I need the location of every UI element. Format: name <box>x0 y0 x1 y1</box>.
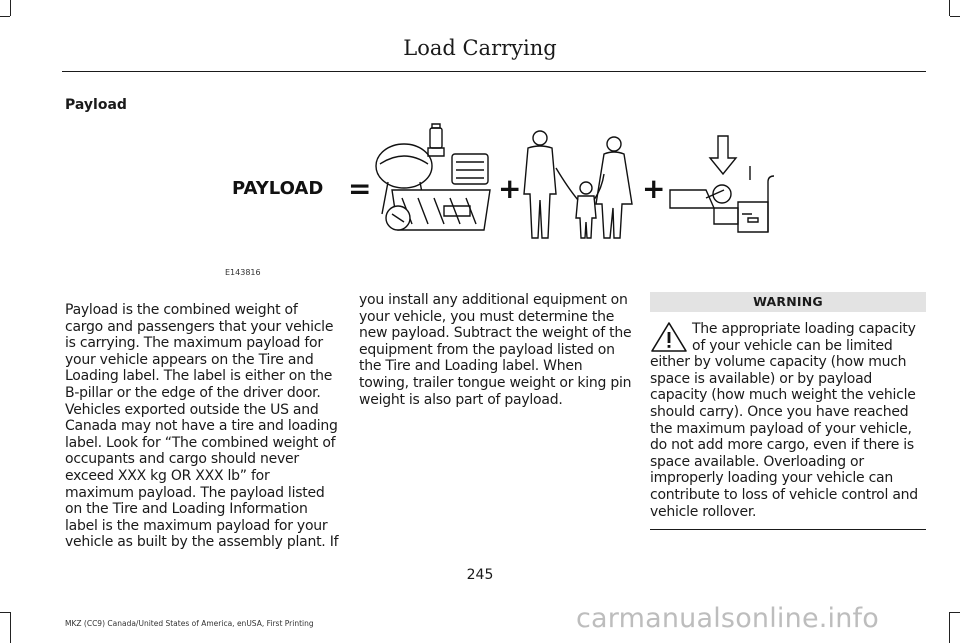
warning-rule <box>650 529 926 530</box>
warning-text: The appropriate loading capacity of your vehicle can be limited either by volume capacity (how much space is available) or by payload capacity (how much weight the vehicle should carry). Once you have reached the maximum payload of your vehicle, do not add more cargo, even if there is space available. Overloading or improperly loading your vehicle can contribute to loss of vehicle control and vehicle rollover. <box>650 321 918 520</box>
body-text-column-1: Payload is the combined weight of cargo and passengers that your vehicle is carrying. The maximum payload for your vehicle appears on the Tire and Loading label. The label is either on the B-pillar or the edge of the driver door. Vehicles exported outside the US and Canada may not have a tire and loading label. Look for “The combined weight of occupants and cargo should never exceed XXX kg OR XXX lb” for maximum payload. The payload listed on the Tire and Loading Information label is the maximum payload for your vehicle as built by the assembly plant. If <box>65 302 339 551</box>
payload-label: PAYLOAD <box>232 178 324 199</box>
footer-text: MKZ (CC9) Canada/United States of America, enUSA, First Printing <box>65 619 314 628</box>
payload-illustration <box>222 118 782 248</box>
plus-sign: + <box>642 172 666 205</box>
crop-mark <box>950 612 960 613</box>
crop-mark <box>949 0 950 16</box>
watermark: carmanualsonline.info <box>576 603 879 634</box>
plus-sign: + <box>498 172 522 205</box>
crop-mark <box>10 0 11 16</box>
body-text-column-2: you install any additional equipment on your vehicle, you must determine the new payload. Subtract the weight of the equipment from the payload listed on the Tire and Loading label. When towing, trailer tongue weight or king pin weight is also part of payload. <box>359 292 632 408</box>
crop-mark <box>0 16 10 17</box>
section-title: Payload <box>65 97 127 113</box>
cargo-icon <box>376 124 490 230</box>
crop-mark <box>10 612 11 643</box>
crop-mark <box>950 16 960 17</box>
warning-box <box>650 292 926 530</box>
warning-title: WARNING <box>650 292 926 312</box>
figure-id: E143816 <box>225 268 261 277</box>
warning-triangle-icon <box>650 321 688 353</box>
crop-mark <box>949 612 950 643</box>
passengers-icon <box>524 131 632 238</box>
header-rule <box>62 71 926 72</box>
page-number: 245 <box>466 567 494 583</box>
crop-mark <box>0 612 10 613</box>
page-header: Load Carrying <box>403 36 557 60</box>
hitch-weight-icon <box>670 136 774 232</box>
warning-body <box>650 321 926 520</box>
equals-sign: = <box>348 172 372 205</box>
